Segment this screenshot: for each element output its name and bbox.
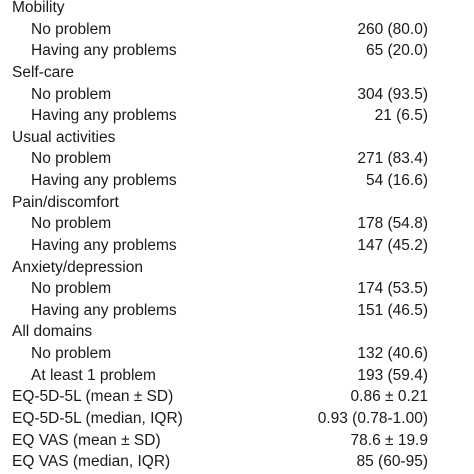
table-row-self-care-any-problems (0, 105, 474, 127)
table-row-anxiety-depression (0, 257, 474, 279)
row-label: No problem (31, 215, 112, 233)
table-row-anxiety-depression-any-problems (0, 300, 474, 322)
row-label: Having any problems (31, 172, 177, 190)
row-value: 151 (46.5) (357, 301, 428, 319)
row-label: EQ-5D-5L (median, IQR) (12, 409, 183, 427)
table-row-anxiety-depression-no-problem (0, 278, 474, 300)
table-row-mobility-no-problem (0, 19, 474, 41)
row-value: 174 (53.5) (357, 280, 428, 298)
table-row-eq5d-mean (0, 386, 474, 408)
row-label: Having any problems (31, 107, 177, 125)
table-row-mobility-any-problems (0, 40, 474, 62)
table-row-eqvas-mean (0, 430, 474, 452)
row-value: 78.6 ± 19.9 (350, 431, 428, 449)
table-row-usual-activities-any-problems (0, 170, 474, 192)
row-value: 304 (93.5) (357, 85, 428, 103)
table-row-pain-discomfort-any-problems (0, 235, 474, 257)
row-label: All domains (12, 323, 93, 341)
row-label: Anxiety/depression (12, 258, 143, 276)
row-value: 0.93 (0.78-1.00) (317, 409, 428, 427)
row-label: No problem (31, 85, 112, 103)
row-value: 54 (16.6) (365, 172, 428, 190)
row-value: 260 (80.0) (357, 20, 428, 38)
table-row-all-domains (0, 321, 474, 343)
table-row-eq5d-median (0, 408, 474, 430)
table-row-pain-discomfort-no-problem (0, 213, 474, 235)
row-value: 271 (83.4) (357, 150, 428, 168)
row-value: 193 (59.4) (357, 366, 428, 384)
row-label: No problem (31, 20, 112, 38)
row-value: 178 (54.8) (357, 215, 428, 233)
table-row-pain-discomfort (0, 192, 474, 214)
table-row-all-domains-at-least-one (0, 365, 474, 387)
row-label: Having any problems (31, 236, 177, 254)
row-label: No problem (31, 280, 112, 298)
table-row-mobility (0, 0, 474, 19)
row-label: Mobility (12, 0, 65, 16)
table-row-usual-activities-no-problem (0, 148, 474, 170)
row-label: EQ-5D-5L (mean ± SD) (12, 388, 174, 406)
table-row-eqvas-median (0, 451, 474, 473)
table-row-usual-activities (0, 127, 474, 149)
table-row-self-care-no-problem (0, 84, 474, 106)
row-label: Usual activities (12, 128, 116, 146)
row-label: EQ VAS (median, IQR) (12, 453, 171, 471)
row-value: 132 (40.6) (357, 345, 428, 363)
row-label: Having any problems (31, 42, 177, 60)
row-value: 85 (60-95) (356, 453, 428, 471)
row-value: 147 (45.2) (357, 236, 428, 254)
row-label: No problem (31, 345, 112, 363)
row-label: Self-care (12, 63, 75, 81)
row-label: At least 1 problem (31, 366, 156, 384)
row-label: EQ VAS (mean ± SD) (12, 431, 161, 449)
row-value: 21 (6.5) (374, 107, 428, 125)
row-label: Having any problems (31, 301, 177, 319)
row-label: Pain/discomfort (12, 193, 119, 211)
table-row-all-domains-no-problem (0, 343, 474, 365)
row-value: 0.86 ± 0.21 (350, 388, 428, 406)
row-label: No problem (31, 150, 112, 168)
table-row-self-care (0, 62, 474, 84)
row-value: 65 (20.0) (365, 42, 428, 60)
